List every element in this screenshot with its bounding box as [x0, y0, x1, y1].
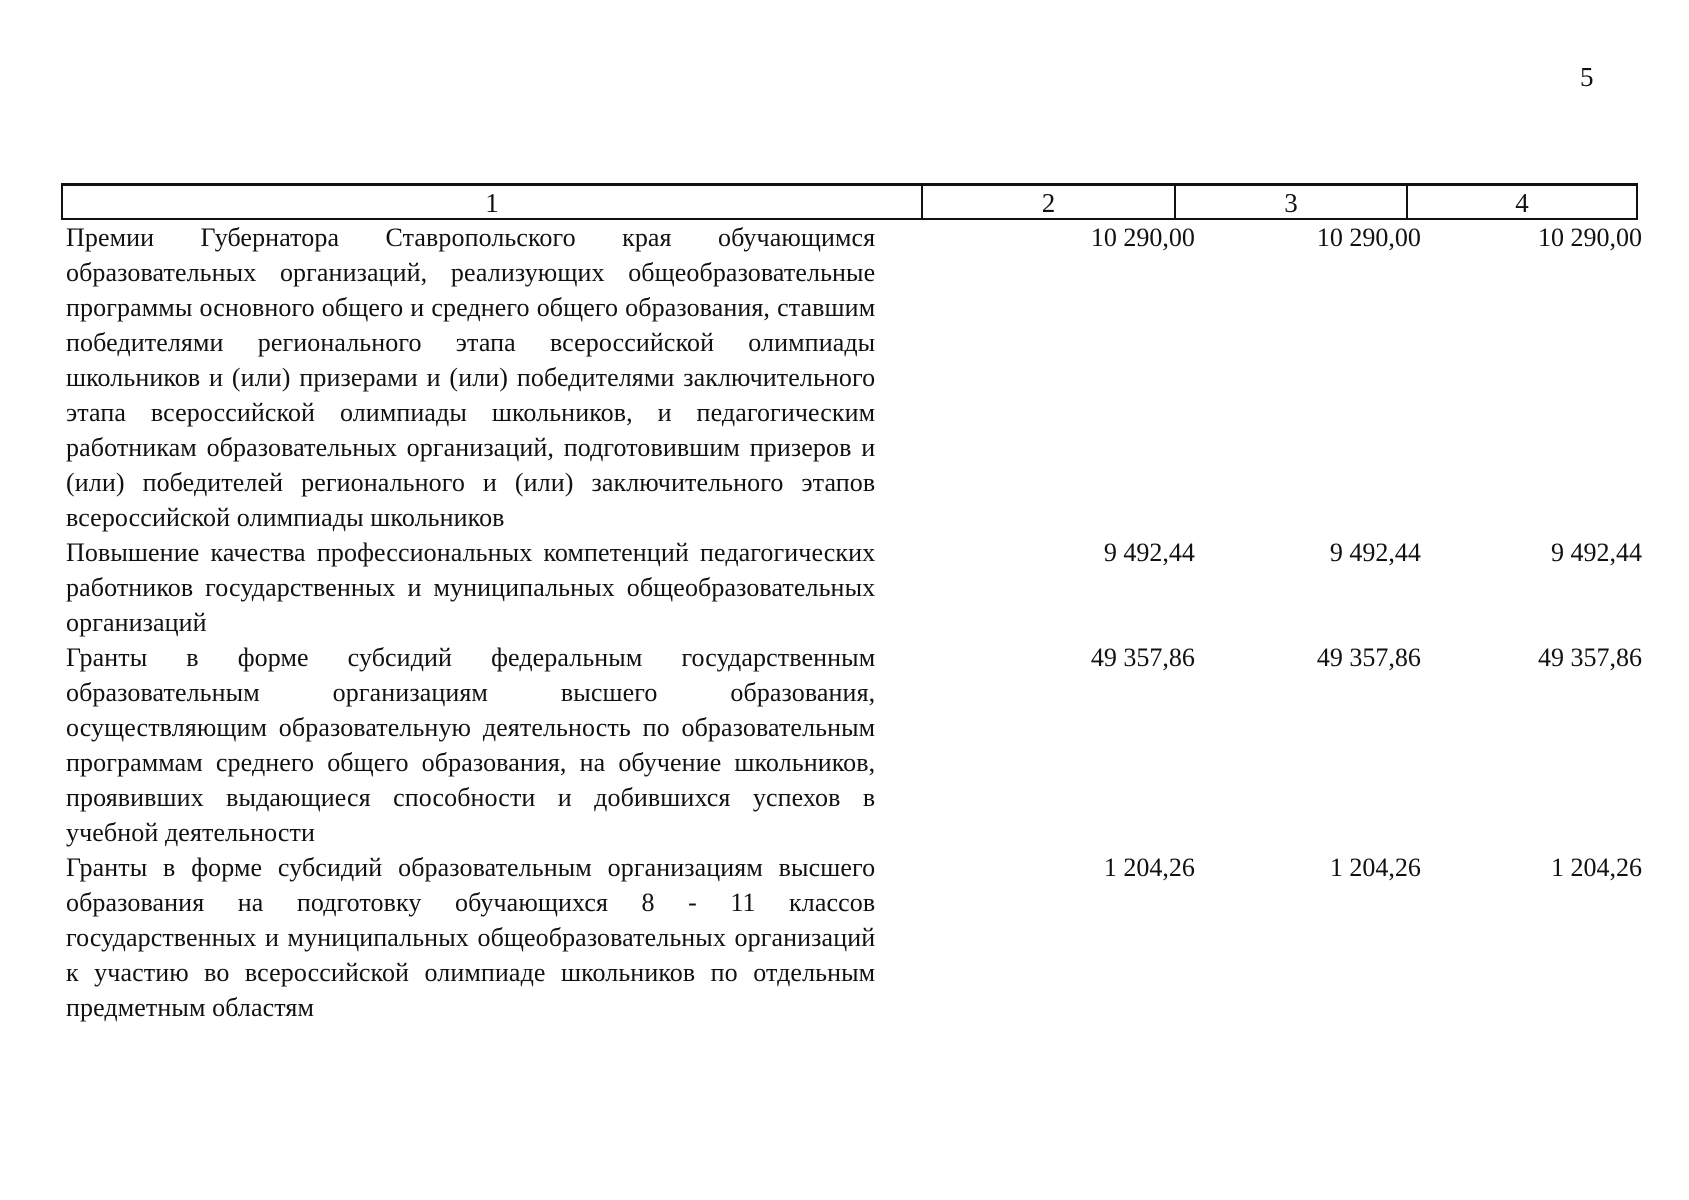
header-col-3: 3 — [1176, 186, 1408, 218]
row-value-col-3: 9 492,44 — [1329, 538, 1421, 567]
table-body — [66, 220, 1642, 1025]
page-number: 5 — [1580, 62, 1594, 92]
row-value-col-3: 1 204,26 — [1329, 853, 1421, 882]
row-value-col-4: 49 357,86 — [1538, 643, 1642, 672]
table-row — [66, 535, 1642, 640]
row-value-col-2: 1 204,26 — [1103, 853, 1195, 882]
row-value-col-4: 1 204,26 — [1551, 853, 1642, 882]
row-description: Гранты в форме субсидий образовательным организациям высшего образования на подготовку обучающихся 8 - 11 классов государственных и муниципальных общеобразовательных организаций к участию во всероссийской олимпиаде школьников по отдельным предметным областям — [66, 853, 876, 1022]
table-row — [66, 850, 1642, 1025]
row-value-col-4: 9 492,44 — [1551, 538, 1642, 567]
header-col-4: 4 — [1515, 188, 1529, 218]
row-value-col-2: 10 290,00 — [1090, 223, 1195, 252]
header-col-2: 2 — [923, 186, 1176, 218]
table-row — [66, 640, 1642, 850]
row-value-col-2: 9 492,44 — [1103, 538, 1195, 567]
row-description: Гранты в форме субсидий федеральным государственным образовательным организациям высшего образования, осуществляющим образовательную деятельность по образовательным программам среднего общего образования, на обучение школьников, проявивших выдающиеся способности и добившихся успехов в учебной деятельности — [66, 643, 876, 847]
table-header-row — [61, 183, 1638, 220]
row-description: Повышение качества профессиональных компетенций педагогических работников государственных и муниципальных общеобразовательных организаций — [66, 538, 876, 637]
row-value-col-3: 10 290,00 — [1316, 223, 1421, 252]
header-col-1: 1 — [63, 186, 923, 218]
table-row — [66, 220, 1642, 535]
row-value-col-4: 10 290,00 — [1538, 223, 1642, 252]
row-description: Премии Губернатора Ставропольского края обучающимся образовательных организаций, реализующих общеобразовательные программы основного общего и среднего общего образования, ставшим победителями регионального этапа всероссийской олимпиады школьников и (или) призерами и (или) победителями заключительного этапа всероссийской олимпиады школьников, и педагогическим работникам образовательных организаций, подготовившим призеров и (или) победителей регионального и (или) заключительного этапов всероссийской олимпиады школьников — [66, 223, 876, 532]
row-value-col-3: 49 357,86 — [1316, 643, 1421, 672]
row-value-col-2: 49 357,86 — [1090, 643, 1195, 672]
